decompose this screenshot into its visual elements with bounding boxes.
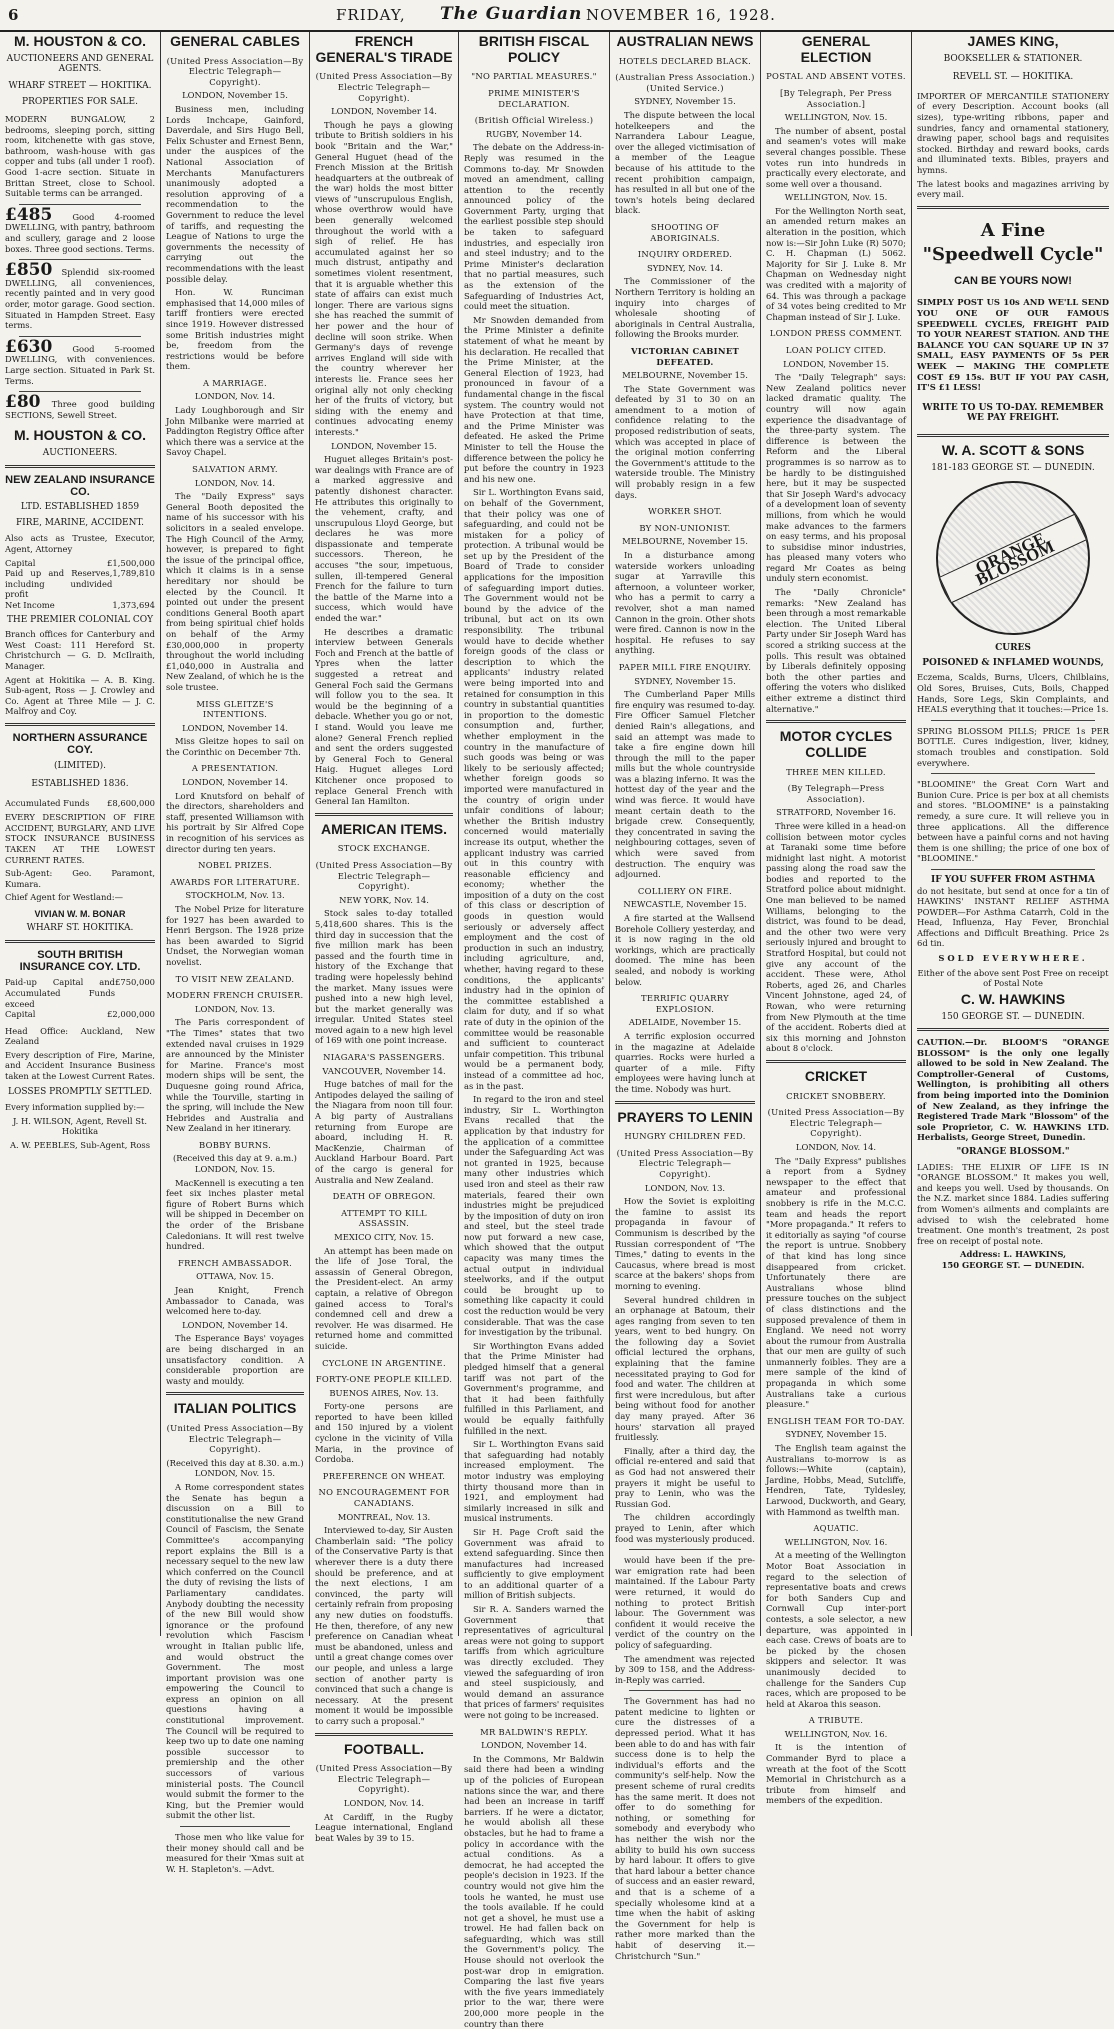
dateline: WELLINGTON, Nov. 15. xyxy=(784,192,888,203)
ad-speedwell-offer: SIMPLY POST US 10s AND WE'LL SEND YOU ONE OF OUR FAMOUS SPEEDWELL CYCLES, FREIGHT PAID TO YOUR NEAREST STATION. AND THE BALANCE YOU CAN SQUARE UP IN 37 SMALL, EASY PAYMENTS OF 5s PER WEEK — MAKING THE COMPLETE COST £9 15s. BUT IF YOU PAY CASH, IT'S £1 LESS! xyxy=(917,297,1109,393)
ad-hawkins-address: 150 GEORGE ST. — DUNEDIN. xyxy=(941,1011,1085,1022)
property-price: £630 xyxy=(5,336,53,357)
column-4 xyxy=(459,32,609,2029)
dateline: WELLINGTON, Nov. 16. xyxy=(784,1728,888,1739)
subheading: NOBEL PRIZES. xyxy=(198,860,272,871)
subheading: PRIME MINISTER'S DECLARATION. xyxy=(488,87,580,109)
paragraph: The English team against the Australians to-morrow is as follows:—White (captain), Jardine, Hobbs, Mead, Sutcliffe, Hendren, Tate, Tyldesley, Larwood, Duckworth, and Geary, with Hammond as twelfth man. xyxy=(766,1443,907,1517)
property-listing: MODERN BUNGALOW, 2 bedrooms, sleeping porch, sitting room, kitchenette with gas stove, bathroom, wash-house with gas copper and tubs (all under 1 roof). Good 1-acre section. Situate in Brittan Street, close to School. Suitable terms can be arranged. xyxy=(5,114,155,199)
divider xyxy=(615,1101,755,1104)
headline-italian-politics: ITALIAN POLITICS xyxy=(173,1400,297,1417)
dateline: STRATFORD, November 16. xyxy=(776,807,896,818)
paragraph: Sir R. A. Sanders warned the Government that representatives of agricultural areas were not going to support tariffs from which agriculture was directly excluded. They viewed the safeguarding of iron and steel suspiciously, and would demand an assurance that prices of farmers' requisites were not going to be increased. xyxy=(464,1604,604,1720)
sb-capital-label: Capital xyxy=(5,1009,36,1020)
funds-value: £8,600,000 xyxy=(107,797,155,808)
subheading: INQUIRY ORDERED. xyxy=(637,249,733,260)
ad-james-king-text: The latest books and magazines arriving by every mail. xyxy=(917,178,1109,200)
dateline: MELBOURNE, November 15. xyxy=(622,536,748,547)
paragraph: Three were killed in a head-on collision between motor cycles at Taranaki some time before midnight last night. A motorist passing along the road saw the bodies and reported to the Stratford police about midnight. One man believed to be named Williams, belonging to the district, was found to be dead, and the other two were very seriously injured and brought to Stratford Hospital, but could not give any account of the accident. These were, Athol Roberts, aged 26, and Charles Vincent Johnstone, aged 24, of Rowan, who were returning from New Plymouth at the time of the accident. Roberts died at six this morning and Johnston about 8 o'clock. xyxy=(766,820,906,1054)
paragraph: The "Daily Telegraph" says: New Zealand politics never lacked dramatic quality. The country will now again experience the disadvantage of the three-party system. The difference is between the Reform and the Liberal programmes is so narrow as to be hardly to be distinguished here, but it may be suspected that Sir Joseph Ward's advocacy of a development loan of seventy millions, from which he would make advances to the farmers on easy terms, and his proposal to subsidise minor industries, has pleased many voters who regard Mr Coates as being unduly stern economist. xyxy=(766,372,906,584)
dateline: VANCOUVER, November 14. xyxy=(322,1065,446,1076)
sb-paid-label: Paid-up Capital and Accumulated Funds exceed xyxy=(5,977,115,1009)
paragraph: Jean Knight, French Ambassador to Canada, was welcomed here to-day. xyxy=(166,1285,304,1317)
branch-offices: Branch offices for Canterbury and West Coast: 111 Hereford St. Christchurch — G. D. McIlraith, Manager. xyxy=(5,629,155,671)
bonar-address: WHARF ST. HOKITIKA. xyxy=(26,923,134,934)
northern-assurance-title: NORTHERN ASSURANCE COY. xyxy=(12,731,148,757)
dateline: STOCKHOLM, Nov. 13. xyxy=(185,890,285,901)
dateline: SYDNEY, Nov. 14. xyxy=(647,262,723,273)
dateline: OTTAWA, Nov. 15. xyxy=(196,1271,274,1282)
ad-houston-sub-2: AUCTIONEERS. xyxy=(42,447,118,458)
ad-speedwell-write: WRITE TO US TO-DAY. REMEMBER WE PAY FREIGHT. xyxy=(922,402,1104,424)
column-3 xyxy=(310,32,458,1843)
paragraph: MacKennell is executing a ten feet six inches plaster metal figure of Robert Burns which will be shipped in December on the order of the Brisbane Caledonians. It will rest twelve hundred. xyxy=(166,1177,304,1252)
subheading: DEATH OF OBREGON. xyxy=(332,1191,436,1202)
property-price: £850 xyxy=(5,260,53,281)
subheading: WORKER SHOT. xyxy=(648,506,722,517)
ad-hawkins-name: C. W. HAWKINS xyxy=(960,990,1066,1007)
subheading: THREE MEN KILLED. xyxy=(786,766,886,777)
paragraph: Those men who like value for their money should call and be measured for their 'Xmas suit at W. H. Stapleton's. —Advt. xyxy=(166,1832,304,1874)
press-credit: (United Press Association—By Electric Telegraph—Copyright). xyxy=(315,71,453,103)
divider xyxy=(166,1392,304,1395)
northern-ltd: (LIMITED). xyxy=(54,760,106,771)
dateline: WELLINGTON, Nov. 15. xyxy=(784,112,888,123)
dateline: LONDON, November 14. xyxy=(182,722,288,733)
dateline: NEWCASTLE, November 15. xyxy=(623,899,747,910)
dateline: LONDON, November 14. xyxy=(182,1319,288,1330)
press-credit: (United Press Association—By Electric Telegraph—Copyright). xyxy=(616,1147,754,1179)
paragraph: The children accordingly prayed to Lenin, after which food was mysteriously produced. xyxy=(615,1512,755,1544)
south-british-title: SOUTH BRITISH INSURANCE COY. LTD. xyxy=(19,948,141,974)
ad-houston-title: M. HOUSTON & CO. xyxy=(14,33,146,49)
paragraph: Interviewed to-day, Sir Austen Chamberlain said: "The policy of the Conservative Party is that wherever there is a duty there should be preference, and at the next elections, I am convinced, the party will certainly refrain from proposing any new duties on foodstuffs. He then, therefore, of any new preference on Canadian wheat must be abandoned, unless and until a great change comes over our people, and unless a large section of another party is convinced that such a change is necessary. At the present moment it would be impossible to carry such a proposal." xyxy=(315,1525,453,1726)
ad-post-free: Either of the above sent Post Free on receipt of Postal Note xyxy=(917,967,1109,989)
paragraph: The "Daily Express" says General Booth deposited the name of his successor with his solicitors in a sealed envelope. The High Council of the Army, however, is prepared to fight the issue of the principal office, which it claims is in a sense hereditary nor should be elected by the Council. It pointed out under the present conditions General Booth apart from being spiritual chief holds on behalf of the Army £30,000,000 in property throughout the world including £1,040,000 in Australia and New Zealand, of which he is the sole trustee. xyxy=(166,491,304,692)
agents-list: Agent at Hokitika — A. B. King. Sub-agent, Ross — J. Crowley and Co. Agent at Three Mile — J. C. Malfroy and Coy. xyxy=(5,674,155,717)
dateline: RUGBY, November 14. xyxy=(485,128,583,139)
ad-bloomine: "BLOOMINE" the Great Corn Wart and Bunion Cure. Price is per box at all chemists and stores. "BLOOMINE" is a painstaking remedy, a sure cure. It will relieve you in three applications. All the difference between have a painful corns and not having them is one shilling; the price of one box of "BLOOMINE." xyxy=(917,779,1109,864)
subheading: "NO PARTIAL MEASURES." xyxy=(471,71,597,82)
property-price: £485 xyxy=(5,204,53,225)
subheading: A PRESENTATION. xyxy=(191,763,279,774)
subheading: AWARDS FOR LITERATURE. xyxy=(170,876,300,887)
orange-blossom-logo-text: ORANGE BLOSSOM xyxy=(939,513,1087,603)
masthead-date: NOVEMBER 16, 1928. xyxy=(586,6,776,24)
press-credit: (United Press Association—By Electric Telegraph—Copyright). xyxy=(315,859,453,892)
subheading: A MARRIAGE. xyxy=(202,377,268,388)
subheading: PREFERENCE ON WHEAT. xyxy=(322,1470,446,1481)
dateline: LONDON, November 15. xyxy=(331,440,437,451)
paragraph: A Rome correspondent states the Senate has begun a discussion on a Bill to constitutionalise the new Grand Council of Fascism, the Senate Committee's accompanying report explains the Bill is a necessary sequel to the new law which conferred on the Council the duty of revising the lists of Parliamentary candidates. Anybody doubting the necessity of the new Bill would show ignorance or the profound revolution which Fascism wrought in Italian public life, and would obstruct the Government. The most important provision was one empowering the Council to express an opinion on all questions having a constitutional improvement. The Council will be required to keep two up to date one naming possible successor to premiership and the other successors of various ministerial posts. The Council would submit the former to the King, but the Premier would submit the other list. xyxy=(166,1482,304,1821)
ad-asthma: do not hesitate, but send at once for a tin of HAWKINS' INSTANT RELIEF ASTHMA POWDER—For Asthma Catarrh, Cold in the Head, Influenza, Hay Fever, Bronchial Affections and Difficult Breathing. Price 2s 6d tin. xyxy=(917,885,1109,949)
dateline: MONTREAL, Nov. 13. xyxy=(337,1511,431,1522)
ad-ladies: LADIES: THE ELIXIR OF LIFE IS IN "ORANGE BLOSSOM." It makes you well, and keeps you well. Used by thousands. On the N.Z. market since 1884. Ladies suffering from Women's ailments and complaints are advised to wish the celebrated home treatment. One month's treatment, 2s post free on receipt of postal note. xyxy=(917,1161,1109,1246)
paragraph: Stock sales to-day totalled 5,418,600 shares. This is the third day in succession that the five million mark has been passed and the fourth time in history of the Exchange that trading were hopelessly behind the market. Many issues were pushed into a new high level, but the market generally was irregular. United States steel moved again to a new high level of 169 with one point increase. xyxy=(315,908,453,1046)
ad-cures: CURES xyxy=(995,643,1031,654)
newspaper-columns xyxy=(0,32,1114,2029)
dateline: MELBOURNE, November 15. xyxy=(622,370,748,381)
paragraph: Sir L. Worthington Evans said, on behalf of the Government, that their policy was one of safeguarding, and could not be mistaken for a policy of protection. A tribunal would be set up by the President of the Board of Trade to consider applications for the imposition of safeguarding import duties. The Government would not be bound by the advice of the tribunal, but act on its own responsibility. The tribunal would have to decide whether foreign goods of the class or description to which the applicants' industry related were being imported into and retained for consumption in this country in substantial quantities in proportion to the domestic consumption and, further, whether employment in the country in the manufacture of such goods was being or was likely to be seriously affected; whether foreign goods so imported were manufactured in the country of origin under unfair conditions of labour; whether the British industry concerned would materially increase its output, whether the applicant industry was carried out in this country with reasonable efficiency and economy; whether the imposition of a duty on the cost of this class or description of goods in question would seriously or adversely affect employment and the cost of production in such an industry, including agriculture, and, whether, having regard to these conditions, the applicants' industry had in the opinion of the committee established a claim for duty, and if so what rate of duty in the opinion of the committee would be reasonable and sufficient to counteract unfair competition. This tribunal would be a permanent body, instead of a committee ad hoc, as in the past. xyxy=(464,487,604,1091)
paragraph: Sir L. Worthington Evans said that safeguarding had notably increased employment. The motor industry was employing thirty thousand more than in 1921, and employment had similarly increased in silk and musical instruments. xyxy=(464,1439,604,1524)
subheading: FRENCH AMBASSADOR. xyxy=(177,1257,293,1268)
paragraph: Several hundred children in an orphanage at Batoum, their ages ranging from seven to ten years, went to bed hungry. On the following day a Soviet official lectured the orphans, explaining that the famine necessitated praying to God for food and water. The children at first were incredulous, but after being without food for another day many prayed. After 36 hours' starvation all prayed fruitlessly. xyxy=(615,1294,755,1443)
dateline: (Received this day at 9. a.m.) LONDON, Nov. 15. xyxy=(173,1153,297,1175)
sb-info: Every information supplied by:— xyxy=(5,1102,145,1113)
paragraph: The amendment was rejected by 309 to 158, and the Address-in-Reply was carried. xyxy=(615,1653,755,1685)
subheading: TO VISIT NEW ZEALAND. xyxy=(175,973,295,984)
paragraph: Lady Loughborough and Sir John Milbanke were married at Paddington Registry Office after which there was a service at the Savoy Chapel. xyxy=(166,405,304,458)
dateline: WELLINGTON, Nov. 16. xyxy=(784,1536,888,1547)
subheading: A TRIBUTE. xyxy=(808,1715,864,1726)
nz-insurance-title: NEW ZEALAND INSURANCE CO. xyxy=(5,473,155,498)
press-credit: (Australian Press Association.) (United Service.) xyxy=(615,72,755,93)
press-credit: (United Press Association—By Electric Telegraph—Copyright). xyxy=(767,1107,905,1139)
paragraph: The Commissioner of the Northern Territory is holding an inquiry into charges of wholesale shooting of aboriginals in Central Australia, following the Brooks murder. xyxy=(615,276,755,340)
subheading: STOCK EXCHANGE. xyxy=(337,843,431,854)
ad-cures-text: Eczema, Scalds, Burns, Ulcers, Chilblains, Old Sores, Bruises, Cuts, Boils, Chapped Hands, Sore Legs, Skin Complaints, and HEALS everything that it touches:—Price 1s. xyxy=(917,672,1109,715)
subheading: BY NON-UNIONIST. xyxy=(639,522,731,533)
property-listing: Good 4-roomed DWELLING, with pantry, bathroom and scullery, garage and 2 loose boxes. Three good sections. Terms. xyxy=(5,211,155,254)
subheading: MR BALDWIN'S REPLY. xyxy=(480,1726,588,1737)
sb-capital-value: £2,000,000 xyxy=(107,1009,155,1020)
northern-subagent: Sub-Agent: Geo. Paramont, Kumara. xyxy=(5,868,155,889)
subheading: MODERN FRENCH CRUISER. xyxy=(166,990,304,1001)
press-credit: [By Telegraph, Per Press Association.] xyxy=(779,87,893,109)
subheading: PAPER MILL FIRE ENQUIRY. xyxy=(618,661,752,672)
dateline: LONDON, Nov. 13. xyxy=(644,1182,726,1193)
paragraph: The State Government was defeated by 31 to 30 on an amendment to a motion of confidence relating to the proposed redistribution of seats, which was accepted in place of the original motion conferring the Government's attitude to the waterside trouble. The Ministry will probably resign in a few days. xyxy=(615,383,755,500)
capital-value: £1,500,000 xyxy=(107,557,155,568)
headline-general-election: GENERAL ELECTION xyxy=(800,33,872,65)
paragraph: In regard to the iron and steel industry, Sir L. Worthington Evans recalled that the application by that industry for the application of a committee under the Safeguarding Act was not granted in 1925, because many other industries which used iron and steel as their raw materials, feared their own industries might be prejudiced by the imposition of duty on iron and steel, but the steel trade now put forward a new case, which showed that the output capacity was many times the actual output in individual steelworks, and if the output could be brought up to something like capacity it could cost the reduction would be very considerable. That was the case for investigation by the tribunal. xyxy=(464,1094,604,1338)
paragraph: Mr Snowden demanded from the Prime Minister a definite statement of what he meant by his declaration. He recalled that the Prime Minister, at the General Election of 1923, had pronounced in favour of a fundamental change in the fiscal system. The country would not have Protection at that time, and the Prime Minister was defeated. He asked the Prime Minister to tell the House the difference between the policy he put before the country in 1923 and his new one. xyxy=(464,314,604,484)
column-5 xyxy=(610,32,760,1961)
ad-orange-blossom-heading: "ORANGE BLOSSOM." xyxy=(956,1147,1070,1158)
press-credit: (British Official Wireless.) xyxy=(474,115,594,126)
masthead-day: FRIDAY, xyxy=(336,6,406,24)
bonar-name: VIVIAN W. M. BONAR xyxy=(34,909,126,920)
headline-general-cables: GENERAL CABLES xyxy=(170,33,300,49)
dateline: LONDON, Nov. 14. xyxy=(194,477,276,488)
dateline: LONDON, Nov. 14. xyxy=(795,1142,877,1153)
subheading: COLLIERY ON FIRE. xyxy=(637,885,733,896)
column-6 xyxy=(761,32,911,1806)
subheading: LOAN POLICY CITED. xyxy=(785,345,887,355)
subheading: SALVATION ARMY. xyxy=(192,464,278,475)
paragraph: Finally, after a third day, the official re-entered and said that as God had not answered their prayers it might be useful to pray to Lenin, who was the Russian God. xyxy=(615,1445,755,1509)
ad-james-king-text: IMPORTER OF MERCANTILE STATIONERY of every Description. Account books (all sizes), type-writing ribbons, paper and sundries, fancy and ornamental stationery, drawing paper, school bags and requisites stocked. Birthday and reward books, cards and illuminated texts. Bibles, prayers and hymns. xyxy=(917,90,1109,176)
paragraph: The "Daily Express" publishes a report from a Sydney newspaper to the effect that amateur and professional snobbery is rife in the M.C.C. team and heads the report "More propaganda." It refers to it editorially as saying "of course the report is untrue. Snobbery of that kind has long since disappeared from cricket. Unfortunately there are Australians whose blind pressure touches on the subject of class distinctions and the supposed prevalence of them in England. We need not worry about the rumour from Australia that our men are guilty of such unmannerly foibles. They are a mere sample of the kind of propaganda in which some Australians take a curious pleasure." xyxy=(766,1155,906,1410)
page-number: 6 xyxy=(8,6,20,24)
subheading: CYCLONE IN ARGENTINE. xyxy=(322,1357,446,1368)
subheading: POSTAL AND ABSENT VOTES. xyxy=(766,71,906,82)
paragraph: The Esperance Bays' voyages are being discharged in an unsatisfactory condition. A considerable proportion are wasty and mouldy. xyxy=(166,1333,304,1386)
paragraph: The debate on the Address-in-Reply was resumed in the Commons to-day. Mr Snowden moved an amendment, calling attention to the recently announced policy of the Government Party, urging that the earliest possible step should be taken to safeguard industries, and especially iron and steel industry; and to the Prime Minister's declaration that no partial measures, such as the extension of the Safeguarding of Industries Act, could meet the situation. xyxy=(464,142,604,312)
income-value: 1,373,694 xyxy=(112,599,155,610)
column-2 xyxy=(161,32,309,1874)
reserve-label: Paid up and Reserves, including undivided profit xyxy=(5,568,113,600)
income-label: Net Income xyxy=(5,599,55,610)
subheading: LONDON PRESS COMMENT. xyxy=(769,328,903,339)
ad-james-king-sub: BOOKSELLER & STATIONER. xyxy=(943,53,1083,64)
nz-insurance-lines: FIRE, MARINE, ACCIDENT. xyxy=(15,517,145,528)
dateline: SYDNEY, November 15. xyxy=(634,675,736,686)
capital-label: Capital xyxy=(5,557,36,568)
paragraph: In a disturbance among waterside workers unloading sugar at Yarraville this afternoon, a volunteer worker, who has a permit to carry a revolver, shot a man named Cannon in the groin. Other shots were fired. Cannon is now in the hospital. He refuses to say anything. xyxy=(615,550,755,656)
paragraph: An attempt has been made on the life of Jose Toral, the assassin of General Obregon, the President-elect. An army captain, a relative of Obregon gained access to Toral's condemned cell and drew a revolver. He was disarmed. He returned home and committed suicide. xyxy=(315,1245,453,1351)
divider xyxy=(931,720,1095,721)
dateline: (Received this day at 8.30. a.m.) LONDON, Nov. 15. xyxy=(166,1457,304,1479)
ad-scott-title: W. A. SCOTT & SONS xyxy=(941,441,1085,458)
subheading: BOBBY BURNS. xyxy=(198,1139,272,1150)
subheading: ENGLISH TEAM FOR TO-DAY. xyxy=(767,1415,905,1426)
paragraph: The "Daily Chronicle" remarks: "New Zealand has been through a most remarkable election. The United Liberal Party under Sir Joseph Ward has scored a striking success at the polls. This result was obtained by Liberals definitely opposing both the other parties and offering the voters who disliked either extreme a distinct third alternative." xyxy=(766,587,906,714)
ad-speedwell-tagline: CAN BE YOURS NOW! xyxy=(954,275,1072,288)
nz-insurance-est: LTD. ESTABLISHED 1859 xyxy=(20,502,140,513)
subheading: CRICKET SNOBBERY. xyxy=(786,1090,886,1101)
dateline: NEW YORK, Nov. 14. xyxy=(339,894,429,905)
subheading: FORTY-ONE PEOPLE KILLED. xyxy=(315,1374,453,1385)
divider xyxy=(5,723,155,726)
ad-address-2: 150 GEORGE ST. — DUNEDIN. xyxy=(941,1259,1085,1270)
reserve-value: 1,789,810 xyxy=(112,568,155,579)
ad-poisoned: POISONED & INFLAMED WOUNDS, xyxy=(922,657,1104,668)
orange-blossom-logo xyxy=(936,481,1090,635)
paragraph: Business men, including Lords Inchcape, Gainford, Daverdale, and Sirs Hugo Bell, Felix Schuster and Ernest Benn, under the auspices of the National Association of Merchants Manufacturers unanimously adopted a resolution approving of a recommendation to the Government to reduce the level of tariffs, and requesting the League of Nations to urge the governments the necessity of carrying out the recommendations with the least possible delay. xyxy=(166,104,304,284)
paragraph: Though he pays a glowing tribute to British soldiers in his book "Britain and the War," General Huguet (head of the French Mission at the British headquarters at the outbreak of the war) holds the most bitter views of "unscrupulous English, whose overthrow would have been generally welcomed throughout the world with a sigh of relief. He has accumulated against her so much distrust, antipathy and sometimes violent resentment, that it is arguable whether this state of affairs can exist much longer. There are various signs she has reached the summit of her power and the hour of decline will soon strike. When Germany's days of revenge arrives England will side with the country wherever her interests lie. France sees her original ally not only checking her of the fruits of victory, but siding with the enemy and continues advocating enemy interests." xyxy=(315,119,453,437)
sb-agent: J. H. WILSON, Agent, Revell St. Hokitika xyxy=(12,1115,148,1137)
paragraph: At Cardiff, in the Rugby League international, England beat Wales by 39 to 15. xyxy=(315,1811,453,1843)
paragraph: A fire started at the Wallsend Borehole Colliery yesterday, and it is now raging in the old workings, which are practically doomed. The mine has been sealed, and nobody is working below. xyxy=(615,913,755,987)
premier-line: THE PREMIER COLONIAL COY xyxy=(6,614,154,625)
paragraph: For the Wellington North seat, an amended return makes an alteration in the position, which now is:—Sir John Luke (R) 5070; C. H. Chapman (L) 5062. Majority for Sir J. Luke 8. Mr Chapman on Wednesday night was credited with a majority of 64. This was through a package of 34 votes being credited to Mr Chapman instead of Sir J. Luke. xyxy=(766,205,906,322)
paragraph: The Paris correspondent of "The Times" states that two extended naval cruises in 1929 are announced by the Minister for Marine. France's most modern ships will be sent, the Duquesne going round Africa, while the Tourville, starting in the spring, will include the New Hebrides and Australia and New Zealand in her itinerary. xyxy=(166,1017,304,1134)
subheading: MISS GLEITZE'S INTENTIONS. xyxy=(196,698,274,720)
headline-prayers-to-lenin: PRAYERS TO LENIN xyxy=(617,1108,753,1125)
subheading: HOTELS DECLARED BLACK. xyxy=(618,55,752,66)
dateline: SYDNEY, November 15. xyxy=(634,96,736,107)
ad-houston-address: WHARF STREET — HOKITIKA. xyxy=(8,80,152,91)
subheading: NO ENCOURAGEMENT FOR CANADIANS. xyxy=(318,1487,450,1509)
ad-asthma-heading: IF YOU SUFFER FROM ASTHMA xyxy=(930,874,1095,885)
property-listing: Good 5-roomed DWELLING, with conveniences. Large section. Situated in Park St. Terms. xyxy=(5,343,155,386)
sb-desc: Every description of Fire, Marine, and Accident Insurance Business taken at the Lowest Current Rates. xyxy=(5,1049,155,1082)
column-7 xyxy=(912,32,1114,1636)
property-listing: Three good building SECTIONS, Sewell Street. xyxy=(5,399,155,420)
northern-chief: Chief Agent for Westland:— xyxy=(5,892,123,903)
press-credit: (United Press Association—By Electric Telegraph—Copyright). xyxy=(166,1423,304,1455)
headline-british-fiscal-policy: BRITISH FISCAL POLICY xyxy=(478,33,590,65)
dateline: ADELAIDE, November 15. xyxy=(628,1017,742,1028)
paragraph: At a meeting of the Wellington Motor Boat Association in regard to the selection of representative boats and crews for both Sanders Cup and Cornwall Cup inter-port contests, a sole selector, a new departure, was appointed in each case. Crews of boats are to be picked by the chosen skippers and selector. It was unanimously decided to challenge for the Sanders Cup races, which are proposed to be held at Akaroa this season. xyxy=(766,1550,906,1709)
headline-cricket: CRICKET xyxy=(804,1067,868,1084)
nz-insurance-trust: Also acts as Trustee, Executor, Agent, Attorney xyxy=(5,533,155,554)
ad-houston-sub: AUCTIONEERS AND GENERAL AGENTS. xyxy=(6,53,154,75)
divider xyxy=(931,869,1095,870)
ad-spring-blossom: SPRING BLOSSOM PILLS; PRICE 1s PER BOTTLE. Cures indigestion, liver, kidney, stomach troubles and constipation. Sold everywhere. xyxy=(917,725,1109,768)
divider xyxy=(766,1060,906,1063)
ad-speedwell-title: "Speedwell Cycle" xyxy=(922,243,1104,265)
divider xyxy=(629,1690,741,1691)
paragraph: The Cumberland Paper Mills fire enquiry was resumed to-day. Fire Officer Samuel Fletcher denied Rain's allegations, and said an attempt was made to take a fire engine down hill through the mill to the paper mills but the whole countryside was a blazing inferno. It was the hottest day of the year and the wind was fierce. It would have meant certain death to the brigade crew. Consequently, they concentrated in saving the neighbouring cottages, seven of which were saved from destruction. The enquiry was adjourned. xyxy=(615,689,755,880)
divider xyxy=(315,1733,453,1736)
property-price: £80 xyxy=(5,392,41,413)
ad-caution: CAUTION.—Dr. BLOOM'S "ORANGE BLOSSOM" is the only one legally allowed to be sold in New Zealand. The Comptroller-General of Customs, Wellington, is prohibiting all others from being imported into the Dominion of New Zealand, as they infringe the Registered Trade Mark "Blossom" of the sole Proprietor, C. W. HAWKINS LTD. Herbalists, George Street, Dunedin. xyxy=(917,1037,1109,1143)
paragraph: The number of absent, postal and seamen's votes will make several changes possible. These votes run into hundreds in practically every electorate, and some well over a thousand. xyxy=(766,125,906,189)
subheading: HUNGRY CHILDREN FED. xyxy=(624,1131,746,1142)
dateline: LONDON, November 15. xyxy=(783,358,889,369)
sb-head-office: Head Office: Auckland, New Zealand xyxy=(5,1025,155,1047)
divider xyxy=(931,773,1095,774)
divider xyxy=(917,1028,1109,1031)
sb-losses: LOSSES PROMPTLY SETTLED. xyxy=(7,1086,153,1097)
divider xyxy=(629,1549,741,1550)
divider xyxy=(5,465,155,468)
dateline: LONDON, Nov. 13. xyxy=(194,1003,276,1014)
dateline: SYDNEY, November 15. xyxy=(785,1429,887,1440)
subheading: NIAGARA'S PASSENGERS. xyxy=(323,1052,445,1063)
funds-label: Accumulated Funds xyxy=(5,797,90,808)
headline-australian-news: AUSTRALIAN NEWS xyxy=(616,33,754,49)
paragraph: He describes a dramatic interview between Generals Foch and French at the battle of Ypres when the latter suggested a retreat and General Foch said the Germans will follow you to the sea. It would be the beginning of a debacle. Whether you go or not, I stand. Would you leave me alone? General French replied and sent the orders suggested by General Foch to General Haig. Huguet alleges Lord Kitchener once proposed to replace General French with General Ian Hamilton. xyxy=(315,626,453,807)
ad-sold-everywhere: SOLD EVERYWHERE. xyxy=(938,953,1088,964)
subheading: AQUATIC. xyxy=(813,1523,859,1534)
headline-motor-cycles-collide: MOTOR CYCLES COLLIDE xyxy=(779,728,893,760)
ad-address: Address: L. HAWKINS, xyxy=(959,1249,1067,1260)
ad-scott-address: 181-183 GEORGE ST. — DUNEDIN. xyxy=(931,462,1095,473)
paragraph: Huge batches of mail for the Antipodes delayed the sailing of the Niagara from noon till four. A big party of Australians returning from Europe are aboard, including H. R. MacKenzie, Chairman of Auckland Harbour Board. Part of the cargo is general for Australia and New Zealand. xyxy=(315,1079,453,1185)
divider xyxy=(180,1826,290,1827)
paragraph: How the Soviet is exploiting the famine to assist its propaganda in favour of Communism is described by the Russian correspondent of "The Times," dating to events in the Caucasus, where bread is most scarce at the bakers' shops from morning to evening. xyxy=(615,1196,755,1291)
properties-heading: PROPERTIES FOR SALE. xyxy=(22,97,138,108)
property-listing: Splendid six-roomed DWELLING, all conveniences, recently painted and in very good order, motor garage. Good section. Situated in Hampden Street. Easy terms. xyxy=(5,267,155,331)
subheading: VICTORIAN CABINET DEFEATED. xyxy=(630,345,740,367)
paragraph: Sir H. Page Croft said the Government was afraid to extend safeguarding. Since then manufactures had increased sufficiently to give employment to an additional quarter of a million of British subjects. xyxy=(464,1526,604,1601)
masthead xyxy=(0,0,1114,32)
divider xyxy=(917,434,1109,437)
paragraph: Lord Knutsford on behalf of the directors, shareholders and staff, presented Williamson with his portrait by Sir Alfred Cope in recognition of his services as director during ten years. xyxy=(166,790,304,854)
paragraph: Sir Worthington Evans added that the Prime Minister had pledged himself that a general tariff was not part of the Government's programme, and that it had been faithfully fulfilled in this Parliament, and would be equally faithfully fulfilled in the next. xyxy=(464,1340,604,1436)
paragraph: would have been if the pre-war emigration rate had been maintained. If the Labour Party were returned, it would do nothing to protect British labour. The Government was confident it would receive the verdict of the country on the policy of safeguarding. xyxy=(615,1555,755,1650)
paragraph: The Government has had no patent medicine to lighten or cure the distresses of a depressed period. What it has been able to do and has with fair success done is to help the individual's efforts and the community's self-help. Now the present scheme of rural credits has the same merit. It does not offer to do something for nothing, or something for somebody and everybody who has neither the wish nor the ability to build his own success by hard labour. It offers to give that hard labour a better chance of success and an easier reward, and that is a scheme of a specially wholesome kind at a time when the habit of asking the Government for help is rather more marked than the habit of deserving it.— Christchurch "Sun." xyxy=(615,1696,755,1961)
divider xyxy=(917,206,1109,209)
ad-james-king-address: REVELL ST. — HOKITIKA. xyxy=(952,72,1074,83)
dateline: LONDON, Nov. 14. xyxy=(194,391,276,402)
paragraph: The dispute between the local hotelkeepers and the Narrandera Labour League, over the alleged victimisation of a member of the League because of his attitude to the recent prohibition campaign, has resulted in all but one of the town's hotels being declared black. xyxy=(615,110,755,216)
northern-desc: EVERY DESCRIPTION OF FIRE ACCIDENT, BURGLARY, AND LIVE STOCK INSURANCE BUSINESS TAKEN AT THE LOWEST CURRENT RATES. xyxy=(5,812,155,865)
subheading: ATTEMPT TO KILL ASSASSIN. xyxy=(341,1207,427,1229)
subheading: SHOOTING OF ABORIGINALS. xyxy=(650,221,720,243)
dateline: LONDON, November 15. xyxy=(182,90,288,101)
paragraph: A terrific explosion occurred in the magazine at Adelaide quarries. Rocks were hurled a quarter of a mile. Fifty employees were having lunch at the time. Nobody was hurt. xyxy=(615,1030,755,1094)
divider xyxy=(766,720,906,723)
dateline: LONDON, Nov. 14. xyxy=(343,1797,425,1808)
paragraph: Miss Gleitze hopes to sail on the Corinthic on December 7th. xyxy=(166,736,304,757)
divider xyxy=(5,940,155,943)
dateline: LONDON, November 14. xyxy=(481,1740,587,1751)
paragraph: Forty-one persons are reported to have been killed and 150 injured by a violent cyclone in the vicinity of Villa Maria, in the province of Cordoba. xyxy=(315,1401,453,1465)
press-credit: (United Press Association—By Electric Telegraph—Copyright). xyxy=(166,55,304,87)
ad-james-king-title: JAMES KING, xyxy=(967,33,1059,49)
subheading: TERRIFIC QUARRY EXPLOSION. xyxy=(641,993,729,1014)
dateline: BUENOS AIRES, Nov. 13. xyxy=(329,1387,439,1398)
divider xyxy=(315,813,453,816)
column-1 xyxy=(0,32,160,1636)
headline-american-items: AMERICAN ITEMS. xyxy=(321,820,447,837)
dateline: MEXICO CITY, Nov. 15. xyxy=(334,1231,434,1242)
headline-football: FOOTBALL. xyxy=(343,1740,425,1757)
dateline: LONDON, November 14. xyxy=(331,106,437,117)
press-credit: (United Press Association—By Electric Telegraph—Copyright). xyxy=(315,1763,453,1795)
dateline: LONDON, November 14. xyxy=(182,777,288,788)
sb-paid-value: £750,000 xyxy=(115,977,155,988)
paragraph: In the Commons, Mr Baldwin said there had been a winding up of the policies of European nations since the war, and there had been an increase in tariff barriers. If he were a dictator, he would abolish all these obstacles, but he had to frame a policy in accordance with the actual conditions. As a democrat, he had accepted the people's decision in 1923. If the country would not give him the tools he wanted, he must use the tools available. If he could not get a shovel, he must use a trowel. He had fallen back on safeguarding, which was still the Government's policy. The House should not overlook the post-war drop in emigration. Comparing the last five years with the five years immediately prior to the war, there were 200,000 more people in the country than there xyxy=(464,1753,604,2029)
paragraph: Hon. W. Runciman emphasised that 14,000 miles of tariff frontiers were erected since 1919. However distressed some British industries might be, freedom from the restrictions would be before them. xyxy=(166,287,305,372)
press-credit: (By Telegraph—Press Association). xyxy=(787,783,885,804)
ad-houston-title-2: M. HOUSTON & CO. xyxy=(14,427,146,444)
paragraph: The Nobel Prize for literature for 1927 has been awarded to Henri Bergson. The 1928 prize has been awarded to Sigrid Undset, the Norwegian woman novelist. xyxy=(166,904,304,967)
sb-subagent: A. W. PEEBLES, Sub-Agent, Ross xyxy=(9,1140,150,1151)
paragraph: Huguet alleges Britain's post-war dealings with France are of a marked aggressive and patently dishonest character. He attributes this originally to the vehement, crafty, and unscrupulous Lloyd George, but declares he was more dispassionate and temperate successors. Thereon, he accuses "the sour, impetuous, sullen, ill-tempered General French for the failure to turn the battle of the Marne into a success, which would have ended the war." xyxy=(315,454,453,624)
ad-speedwell-fine: A Fine xyxy=(980,219,1046,241)
headline-french-generals-tirade: FRENCH GENERAL'S TIRADE xyxy=(315,33,453,65)
northern-est: ESTABLISHED 1836. xyxy=(31,779,129,790)
paragraph: It is the intention of Commander Byrd to place a wreath at the foot of the Scott Memorial in Christchurch as a tribute from himself and members of the expedition. xyxy=(766,1742,906,1806)
newspaper-title: The Guardian xyxy=(440,4,583,24)
